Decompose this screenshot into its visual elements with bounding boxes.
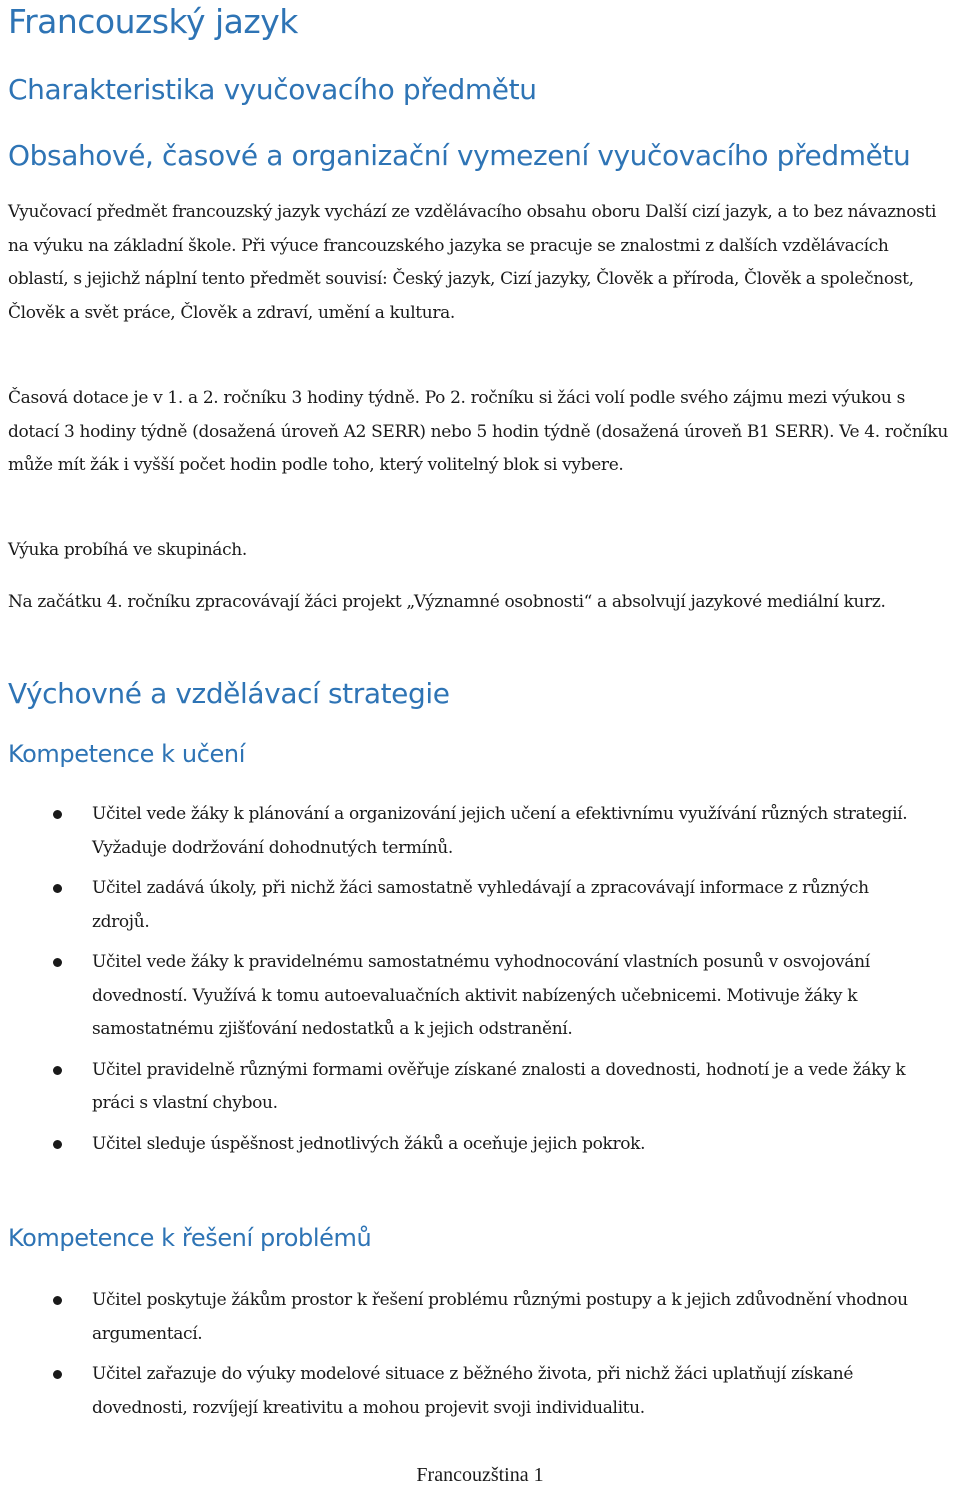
- list-item: [8, 1284, 922, 1351]
- section-heading-strategies: Výchovné a vzdělávací strategie: [8, 677, 450, 710]
- list-item-text: Učitel zařazuje do výuky modelové situace z běžného života, při nichž žáci uplatňují získané dovednosti, rozvíjejí kreativitu a mohou projevit svoji individualitu.: [92, 1364, 854, 1418]
- competence-heading-problem-solving: Kompetence k řešení problémů: [8, 1224, 372, 1252]
- list-item: [8, 1054, 922, 1121]
- page-footer: Francouzština 1: [416, 1464, 544, 1486]
- bullet-icon: [53, 1066, 62, 1075]
- list-item: [8, 946, 922, 1047]
- paragraph-groups: Výuka probíhá ve skupinách.: [8, 540, 247, 560]
- list-item: [8, 1358, 922, 1425]
- list-item-text: Učitel sleduje úspěšnost jednotlivých žáků a oceňuje jejich pokrok.: [92, 1133, 646, 1154]
- bullet-icon: [53, 958, 62, 967]
- paragraph-subject-description: Vyučovací předmět francouzský jazyk vychází ze vzdělávacího obsahu oboru Další cizí jazyk, a to bez návaznosti na výuku na základní škole. Při výuce francouzského jazyka se pracuje se znalostmi z dalších vzdělávacích oblastí, s jejichž náplní tento předmět souvisí: Český jazyk, Cizí jazyky, Člověk a příroda, Člověk a společnost, Člověk a svět práce, Člověk a zdraví, umění a kultura.: [8, 202, 937, 323]
- bullet-icon: [53, 1370, 62, 1379]
- list-item-text: Učitel zadává úkoly, při nichž žáci samostatně vyhledávají a zpracovávají informace z různých zdrojů.: [92, 878, 869, 932]
- list-item-text: Učitel vede žáky k plánování a organizování jejich učení a efektivnímu využívání různých strategií. Vyžaduje dodržování dohodnutých termínů.: [92, 804, 908, 858]
- bullet-icon: [53, 810, 62, 819]
- list-item-text: Učitel vede žáky k pravidelnému samostatnému vyhodnocování vlastních posunů v osvojování dovedností. Využívá k tomu autoevaluačních aktivit nabízených učebnicemi. Motivuje žáky k samostatnému zjišťování nedostatků a k jejich odstranění.: [92, 952, 870, 1039]
- paragraph-project: Na začátku 4. ročníku zpracovávají žáci projekt „Významné osobnosti“ a absolvují jazykové mediální kurz.: [8, 592, 886, 612]
- competence-heading-learning: Kompetence k učení: [8, 740, 245, 768]
- document-title: Francouzský jazyk: [8, 2, 298, 41]
- list-item: [8, 872, 922, 939]
- section-heading-characteristics: Charakteristika vyučovacího předmětu: [8, 73, 537, 106]
- list-item: [8, 798, 922, 865]
- list-item-text: Učitel poskytuje žákům prostor k řešení problému různými postupy a k jejich zdůvodnění vhodnou argumentací.: [92, 1290, 908, 1344]
- bullet-icon: [53, 884, 62, 893]
- competence-list-problem-solving: [8, 1284, 953, 1425]
- list-item: [8, 1128, 922, 1162]
- bullet-icon: [53, 1140, 62, 1149]
- bullet-icon: [53, 1296, 62, 1305]
- competence-list-learning: [8, 798, 953, 1161]
- subheading-content-time-organization: Obsahové, časové a organizační vymezení vyučovacího předmětu: [8, 139, 911, 172]
- paragraph-time-allocation: Časová dotace je v 1. a 2. ročníku 3 hodiny týdně. Po 2. ročníku si žáci volí podle svého zájmu mezi výukou s dotací 3 hodiny týdně (dosažená úroveň A2 SERR) nebo 5 hodin týdně (dosažená úroveň B1 SERR). Ve 4. ročníku může mít žák i vyšší počet hodin podle toho, který volitelný blok si vybere.: [8, 388, 948, 475]
- list-item-text: Učitel pravidelně různými formami ověřuje získané znalosti a dovednosti, hodnotí je a vede žáky k práci s vlastní chybou.: [92, 1059, 906, 1113]
